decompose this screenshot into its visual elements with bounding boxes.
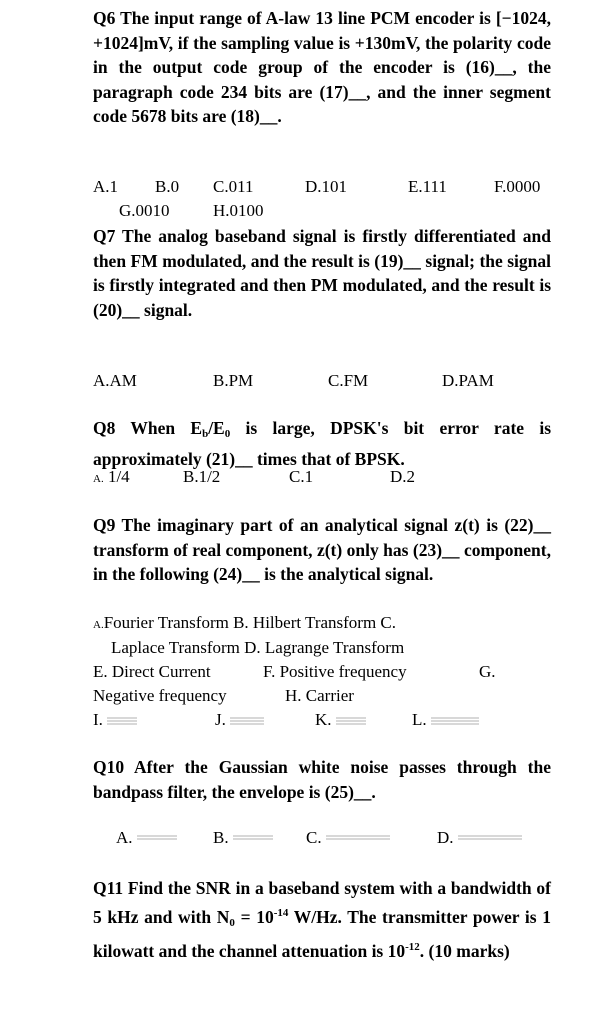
q9-option-g-label: G. bbox=[479, 662, 496, 681]
q9-option-i: I. bbox=[93, 708, 137, 732]
formula-image-icon bbox=[326, 834, 390, 844]
q9-option-l: L. bbox=[412, 708, 479, 732]
q6-option-a: A.1 bbox=[93, 177, 119, 196]
q8-option-d: D.2 bbox=[390, 467, 416, 486]
q6-option-e: E.111 bbox=[408, 177, 447, 196]
q9-question: Q9 The imaginary part of an analytical signal z(t) is (22)__ transform of real component, z(t) only has (23)__ component, in the following (24)__ is the analytical signal. bbox=[93, 515, 551, 584]
q8-option-c: C.1 bbox=[289, 467, 314, 486]
formula-image-icon bbox=[458, 834, 522, 844]
q10-option-b: B. bbox=[213, 826, 273, 850]
q7-option-a: A.AM bbox=[93, 371, 137, 390]
q6-option-c: C.011 bbox=[213, 177, 254, 196]
q9-option-g-text: Negative frequency bbox=[93, 686, 227, 705]
q6-option-d: D.101 bbox=[305, 177, 348, 196]
q9-options-line2: Laplace Transform D. Lagrange Transform bbox=[111, 638, 405, 657]
formula-image-icon bbox=[431, 716, 479, 726]
q10-question: Q10 After the Gaussian white noise passes through the bandpass filter, the envelope is (25)__. bbox=[93, 757, 551, 802]
formula-image-icon bbox=[233, 834, 273, 844]
q9-option-k: K. bbox=[315, 708, 366, 732]
formula-image-icon bbox=[107, 716, 137, 726]
q10-option-c: C. bbox=[306, 826, 390, 850]
q6-option-b: B.0 bbox=[155, 177, 180, 196]
q10-option-d: D. bbox=[437, 826, 522, 850]
q6-question: Q6 The input range of A-law 13 line PCM encoder is [−1024, +1024]mV, if the sampling value is +130mV, the polarity code in the output code group of the encoder is (16)__, the paragraph code 234 bits are (17)__, and the inner segment code 5678 bits are (18)__. bbox=[93, 8, 551, 126]
q6-option-g: G.0010 bbox=[119, 201, 170, 220]
q10-option-a: A. bbox=[116, 826, 177, 850]
q11-question: Q11 Find the SNR in a baseband system with a bandwidth of 5 kHz and with $N_0 = 10^{-14}$ W/Hz. The transmitter power is 1 kilowatt and the channel attenuation is $10^{-12}$. (10 marks) bbox=[93, 878, 551, 961]
q8-question: Q8 When $E_b/E_0$ is large, DPSK's bit error rate is approximately (21)__ times that of BPSK. bbox=[93, 418, 552, 469]
formula-image-icon bbox=[230, 716, 264, 726]
q7-option-c: C.FM bbox=[328, 371, 369, 390]
q7-option-d: D.PAM bbox=[442, 371, 494, 390]
q6-option-f: F.0000 bbox=[494, 177, 541, 196]
q6-option-h: H.0100 bbox=[213, 201, 264, 220]
formula-image-icon bbox=[137, 834, 177, 844]
q9-option-e: E. Direct Current bbox=[93, 662, 211, 681]
formula-image-icon bbox=[336, 716, 366, 726]
q7-option-b: B.PM bbox=[213, 371, 254, 390]
q9-option-h: H. Carrier bbox=[285, 686, 354, 705]
q8-option-b: B.1/2 bbox=[183, 467, 221, 486]
q9-option-f: F. Positive frequency bbox=[263, 662, 407, 681]
q8-option-a: A. 1/4 bbox=[93, 467, 130, 486]
q7-question: Q7 The analog baseband signal is firstly differentiated and then FM modulated, and the result is (19)__ signal; the signal is firstly integrated and then PM modulated, and the result is (20)__ signal. bbox=[93, 226, 551, 320]
q9-options-line1: A.Fourier Transform B. Hilbert Transform C. bbox=[93, 613, 397, 632]
q9-option-j: J. bbox=[215, 708, 264, 732]
